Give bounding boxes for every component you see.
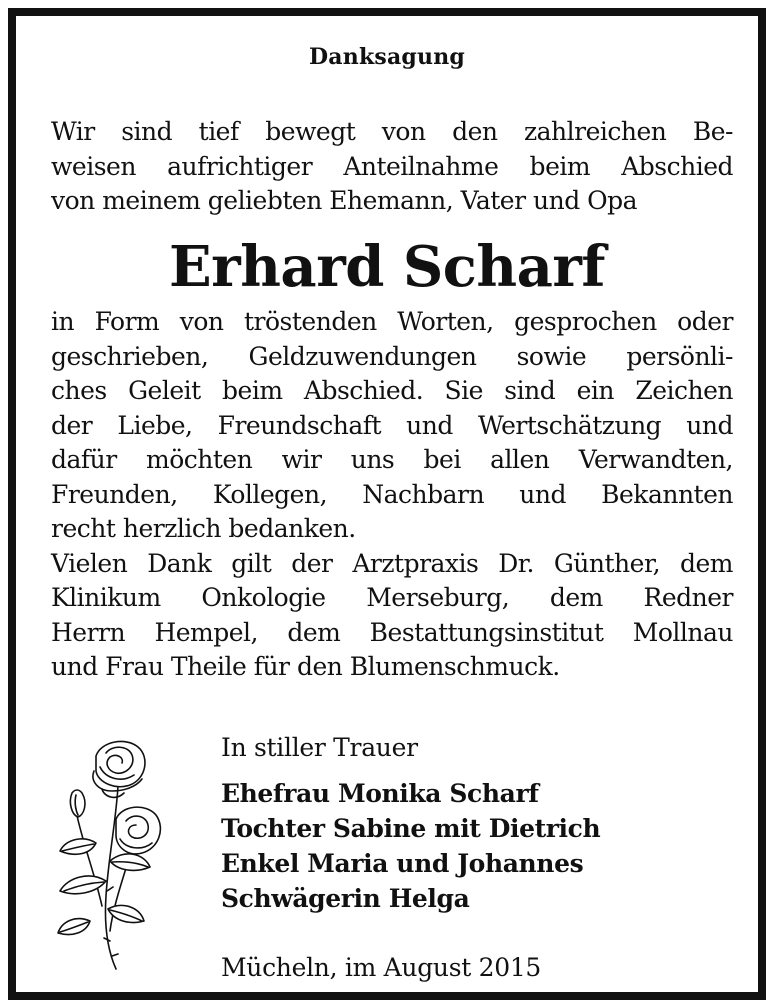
intro-line: weisen aufrichtiger Anteilnahme beim Abschied — [51, 151, 733, 181]
body-line: Klinikum Onkologie Merseburg, dem Redner — [51, 583, 733, 612]
body-line: Freunden, Kollegen, Nachbarn und Bekannten — [51, 479, 733, 509]
family-member: Enkel Maria und Johannes — [221, 849, 584, 878]
intro-line: Wir sind tief bewegt von den zahlreichen Be- — [51, 117, 733, 146]
rose-icon — [46, 731, 166, 976]
family-member: Tochter Sabine mit Dietrich — [221, 814, 601, 843]
body-line: recht herzlich bedanken. — [51, 514, 356, 543]
body-paragraph — [51, 305, 733, 685]
body-line: Vielen Dank gilt der Arztpraxis Dr. Günther, dem — [51, 548, 733, 578]
body-line: in Form von tröstenden Worten, gesprochen oder — [51, 307, 733, 336]
body-line: und Frau Theile für den Blumenschmuck. — [51, 652, 560, 681]
family-list — [221, 776, 600, 916]
intro-line: von meinem geliebten Ehemann, Vater und Opa — [51, 186, 638, 215]
body-line: dafür möchten wir uns bei allen Verwandten, — [51, 445, 733, 474]
body-line: ches Geleit beim Abschied. Sie sind ein Zeichen — [51, 376, 733, 405]
body-line: der Liebe, Freundschaft und Wertschätzung und — [51, 410, 733, 440]
notice-heading: Danksagung — [309, 44, 465, 70]
body-line: geschrieben, Geldzuwendungen sowie persönli- — [51, 341, 733, 371]
intro-paragraph — [51, 115, 733, 219]
family-member: Ehefrau Monika Scharf — [221, 779, 539, 808]
place-date: Mücheln, im August 2015 — [221, 953, 542, 982]
notice-frame — [8, 8, 766, 1000]
family-member: Schwägerin Helga — [221, 884, 470, 913]
signoff-line: In stiller Trauer — [221, 733, 418, 762]
body-line: Herrn Hempel, dem Bestattungsinstitut Mollnau — [51, 617, 733, 647]
deceased-name: Erhard Scharf — [169, 234, 605, 300]
